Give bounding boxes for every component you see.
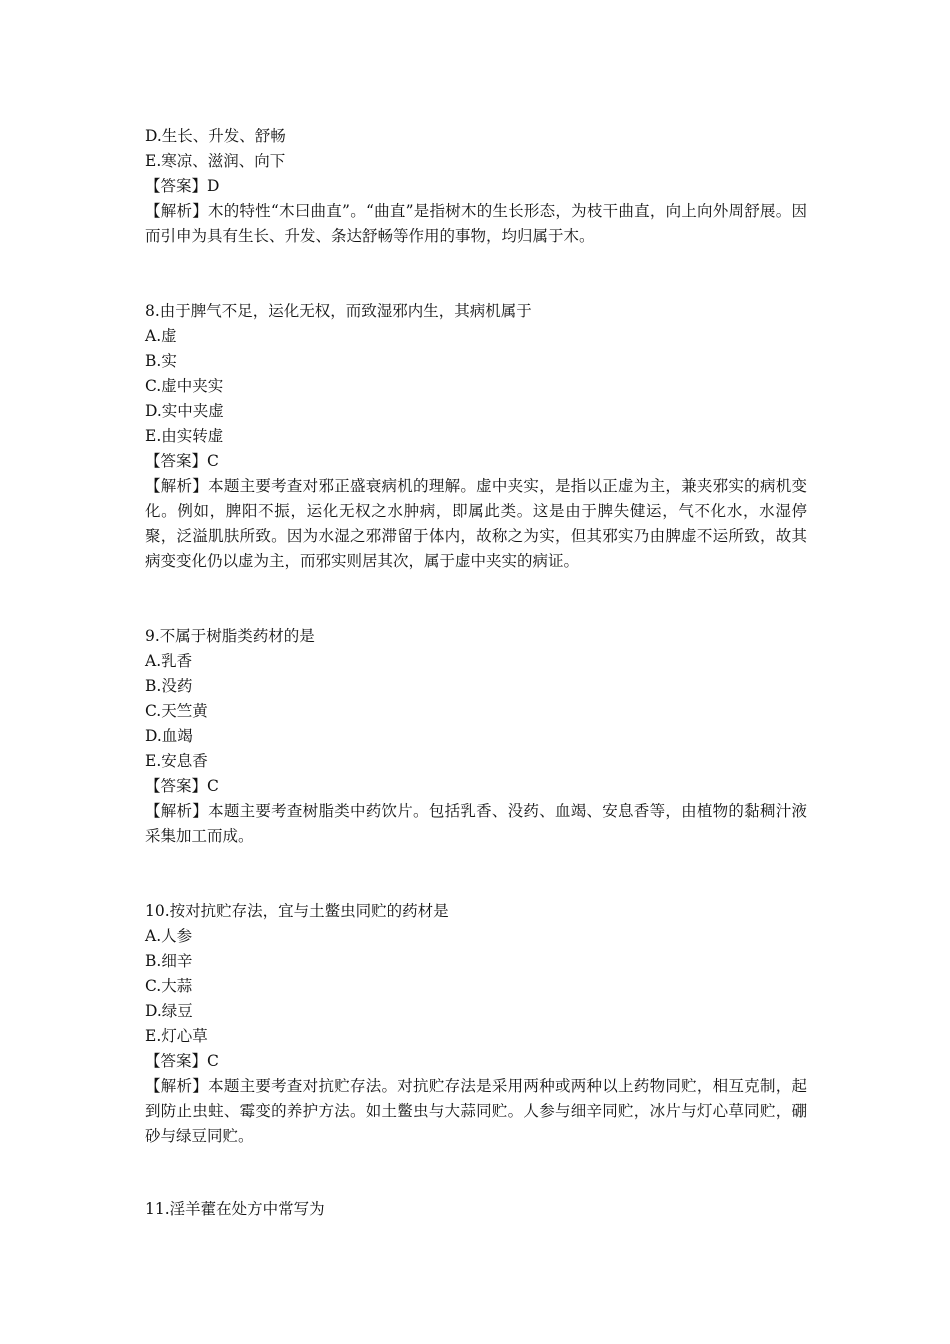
q10-answer: 【答案】C <box>145 1052 219 1070</box>
q10-explanation: 【解析】本题主要考查对抗贮存法。对抗贮存法是采用两种或两种以上药物同贮，相互克制，起到防止虫蛀、霉变的养护方法。如土鳖虫与大蒜同贮。人参与细辛同贮，冰片与灯心草同贮，硼砂与绿豆同贮。 <box>145 1077 807 1145</box>
spacer <box>145 1149 807 1197</box>
q10-option-e: E.灯心草 <box>145 1027 208 1045</box>
q10-option-d: D.绿豆 <box>145 1002 193 1020</box>
q9-answer: 【答案】C <box>145 777 219 795</box>
q10-option-c: C.大蒜 <box>145 977 193 995</box>
q8-option-d: D.实中夹虚 <box>145 402 224 420</box>
q8-option-b: B.实 <box>145 352 177 370</box>
q10-option-b: B.细辛 <box>145 952 193 970</box>
q8-option-e: E.由实转虚 <box>145 427 224 445</box>
q8-explanation: 【解析】本题主要考查对邪正盛衰病机的理解。虚中夹实，是指以正虚为主，兼夹邪实的病机变化。例如，脾阳不振，运化无权之水肿病，即属此类。这是由于脾失健运，气不化水，水湿停聚，泛溢肌肤所致。因为水湿之邪滞留于体内，故称之为实，但其邪实乃由脾虚不运所致，故其病变变化仍以虚为主，而邪实则居其次，属于虚中夹实的病证。 <box>145 477 807 570</box>
q8-option-c: C.虚中夹实 <box>145 377 224 395</box>
spacer <box>145 849 807 899</box>
q7-answer: 【答案】D <box>145 177 220 195</box>
q9-option-c: C.天竺黄 <box>145 702 208 720</box>
spacer <box>145 249 807 299</box>
question-11 <box>145 1197 807 1222</box>
q7-option-e: E.寒凉、滋润、向下 <box>145 152 286 170</box>
q10-option-a: A.人参 <box>145 927 193 945</box>
q9-question: 9.不属于树脂类药材的是 <box>145 627 315 645</box>
q9-option-a: A.乳香 <box>145 652 193 670</box>
q9-option-b: B.没药 <box>145 677 193 695</box>
document-body <box>145 124 807 1222</box>
q7-option-d: D.生长、升发、舒畅 <box>145 127 286 145</box>
q10-question: 10.按对抗贮存法，宜与土鳖虫同贮的药材是 <box>145 902 449 920</box>
q8-question: 8.由于脾气不足，运化无权，而致湿邪内生，其病机属于 <box>145 302 532 320</box>
q9-explanation: 【解析】本题主要考查树脂类中药饮片。包括乳香、没药、血竭、安息香等，由植物的黏稠汁液采集加工而成。 <box>145 802 807 845</box>
q9-option-e: E.安息香 <box>145 752 208 770</box>
spacer <box>145 574 807 624</box>
question-9 <box>145 624 807 849</box>
question-8 <box>145 299 807 574</box>
q8-option-a: A.虚 <box>145 327 177 345</box>
q11-question: 11.淫羊藿在处方中常写为 <box>145 1200 325 1218</box>
question-10 <box>145 899 807 1149</box>
q8-answer: 【答案】C <box>145 452 219 470</box>
question-7-tail <box>145 124 807 249</box>
q9-option-d: D.血竭 <box>145 727 193 745</box>
q7-explanation: 【解析】木的特性“木曰曲直”。“曲直”是指树木的生长形态，为枝干曲直，向上向外周舒展。因而引申为具有生长、升发、条达舒畅等作用的事物，均归属于木。 <box>145 202 807 245</box>
